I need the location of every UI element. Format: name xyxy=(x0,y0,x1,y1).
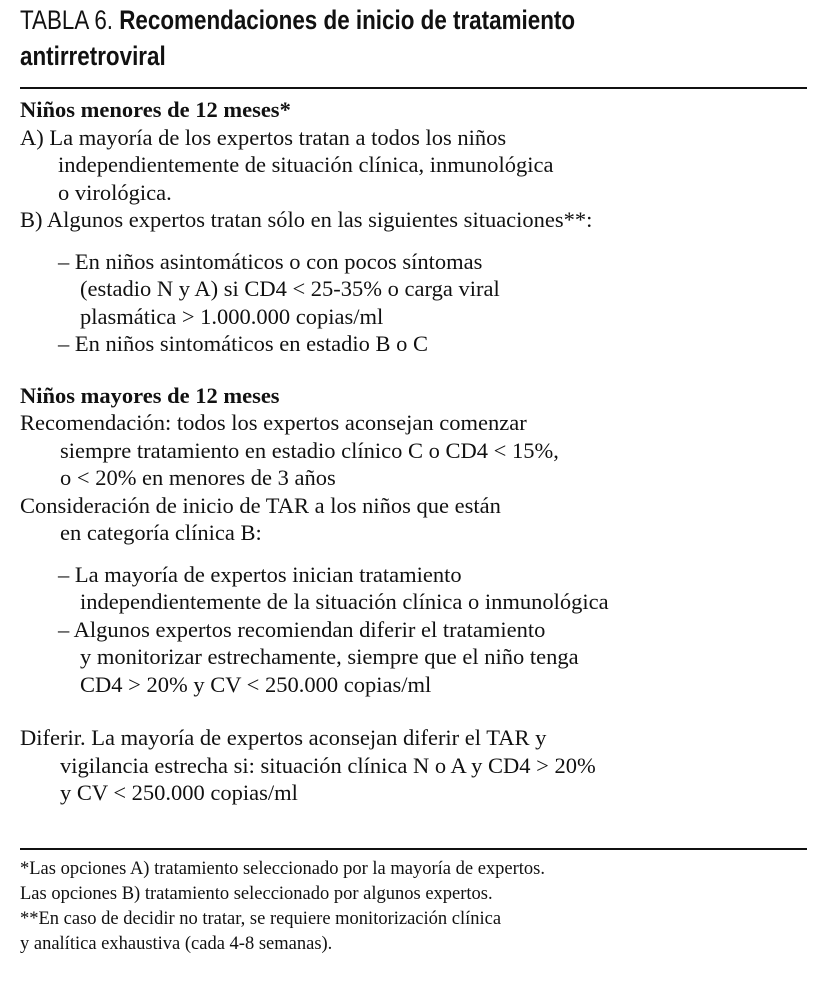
table-label: TABLA 6. xyxy=(20,5,114,35)
defer-line-3: y CV < 250.000 copias/ml xyxy=(60,780,298,805)
recommendation-line-2: siempre tratamiento en estadio clínico C o CD4 < 15%, xyxy=(60,437,559,463)
footnote-1: *Las opciones A) tratamiento seleccionado por la mayoría de expertos. xyxy=(20,859,546,879)
over12-bullet-2-line-2: y monitorizar estrechamente, siempre que el niño tenga xyxy=(80,644,579,669)
recommendation-line-3: o < 20% en menores de 3 años xyxy=(60,465,336,490)
over12-bullet-2-line-3: CD4 > 20% y CV < 250.000 copias/ml xyxy=(80,671,432,697)
under12-bullet-1-line-2: (estadio N y A) si CD4 < 25-35% o carga viral xyxy=(80,276,500,301)
section-heading-under-12: Niños menores de 12 meses* xyxy=(20,97,291,122)
under12-bullet-1-line-1: – En niños asintomáticos o con pocos síntomas xyxy=(58,248,483,274)
bottom-rule xyxy=(20,848,807,850)
over12-bullet-1-line-1: – La mayoría de expertos inician tratamiento xyxy=(58,561,462,587)
footnotes xyxy=(20,857,810,957)
consideration-line-2: en categoría clínica B: xyxy=(60,520,262,545)
consideration-line-1: Consideración de inicio de TAR a los niños que están xyxy=(20,492,501,518)
option-a-line-1: A) La mayoría de los expertos tratan a todos los niños xyxy=(20,124,507,150)
section-heading-over-12: Niños mayores de 12 meses xyxy=(20,382,280,408)
recommendation-line-1: Recomendación: todos los expertos aconsejan comenzar xyxy=(20,410,527,435)
footnote-4: y analítica exhaustiva (cada 4-8 semanas). xyxy=(20,934,333,954)
defer-line-1: Diferir. La mayoría de expertos aconsejan diferir el TAR y xyxy=(20,725,547,750)
table-title xyxy=(20,2,817,74)
table-title-line-1: Recomendaciones de inicio de tratamiento xyxy=(119,5,576,35)
over12-bullet-1-line-2: independientemente de la situación clínica o inmunológica xyxy=(80,589,609,614)
under12-bullet-2: – En niños sintomáticos en estadio B o C xyxy=(58,331,428,356)
footnote-2: Las opciones B) tratamiento seleccionado por algunos expertos. xyxy=(20,884,493,904)
option-b-line: B) Algunos expertos tratan sólo en las siguientes situaciones**: xyxy=(20,207,593,232)
table-title-line-2: antirretroviral xyxy=(20,41,166,71)
under12-bullet-1-line-3: plasmática > 1.000.000 copias/ml xyxy=(80,303,384,329)
option-a-line-3: o virológica. xyxy=(58,179,172,205)
defer-line-2: vigilancia estrecha si: situación clínica N o A y CD4 > 20% xyxy=(60,752,596,778)
footnote-3: **En caso de decidir no tratar, se requiere monitorización clínica xyxy=(20,909,502,929)
over12-bullet-2-line-1: – Algunos expertos recomiendan diferir el tratamiento xyxy=(58,616,546,642)
top-rule xyxy=(20,87,807,89)
table-body xyxy=(20,96,810,807)
option-a-line-2: independientemente de situación clínica, inmunológica xyxy=(58,152,554,177)
